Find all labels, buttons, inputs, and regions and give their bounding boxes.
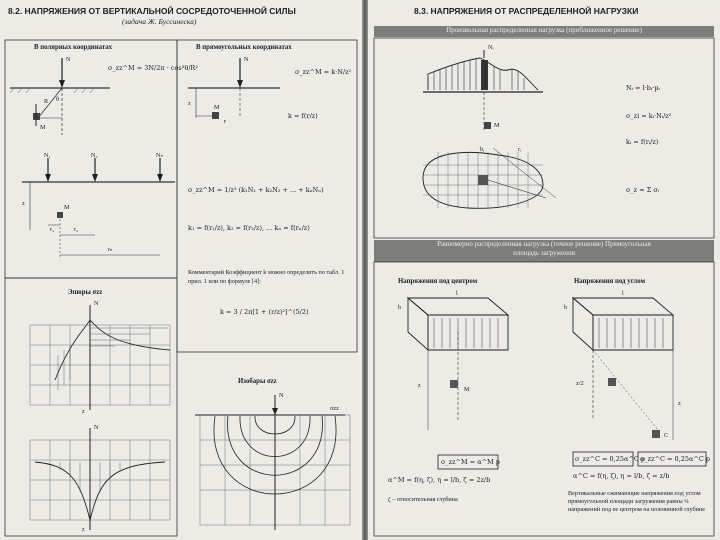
label-m-multi: M bbox=[64, 204, 70, 211]
label-n-epure: N bbox=[94, 300, 99, 307]
ki-formula: k₁ = f(r₁/z), k₂ = f(r₂/z), ... kₙ = f(rₙ/z) bbox=[188, 224, 310, 232]
formula-ni: Nᵢ = l·bᵢ·pᵢ bbox=[626, 84, 660, 92]
k-definition-formula: k = 3 / 2π[1 + (r/z)²]^(5/2) bbox=[220, 308, 309, 316]
band-arbitrary-load: Произвольная распределенная нагрузка (приближенное решение) bbox=[374, 26, 714, 37]
label-nn: Nₙ bbox=[156, 152, 163, 159]
label-z2-corner: z/2 bbox=[576, 380, 584, 387]
label-z-multi: z bbox=[22, 200, 25, 207]
epure-caption: Эпюры σzz bbox=[68, 289, 103, 296]
label-z-epure: z bbox=[82, 408, 85, 415]
label-n-epure2: N bbox=[94, 424, 99, 431]
label-sigma-isobar: σzz bbox=[330, 405, 339, 412]
label-m-polar: M bbox=[40, 124, 46, 131]
label-r-polar: R bbox=[44, 98, 49, 105]
right-page bbox=[368, 0, 720, 540]
label-ri: rᵢ bbox=[518, 146, 522, 153]
formula-center: σ_zz^M = α^M p bbox=[441, 458, 500, 466]
polar-formula: σ_zz^M = 3N/2π · cos³θ/R² bbox=[108, 64, 198, 72]
label-b-center: b bbox=[398, 304, 402, 311]
label-n1: N₁ bbox=[44, 152, 51, 159]
band-uniform-load: Равномерно распределенная нагрузка (точное решение) Прямоугольная площадь загружения bbox=[374, 240, 714, 262]
right-page-title: 8.3. НАПРЯЖЕНИЯ ОТ РАСПРЕДЕЛЕННОЙ НАГРУЗКИ bbox=[414, 6, 639, 16]
isobar-caption: Изобары σzz bbox=[238, 378, 277, 385]
label-ni: Nᵢ bbox=[488, 44, 494, 51]
label-z-center: z bbox=[418, 382, 421, 389]
left-page-title: 8.2. НАПРЯЖЕНИЯ ОТ ВЕРТИКАЛЬНОЙ СОСРЕДОТОЧЕННОЙ СИЛЫ bbox=[8, 6, 296, 16]
label-m-center: M bbox=[464, 386, 470, 393]
label-r1: r₁ bbox=[50, 226, 55, 233]
label-c-corner: C bbox=[664, 432, 669, 439]
center-caption: Напряжения под центром bbox=[398, 278, 478, 285]
rect-caption: В прямоугольных координатах bbox=[196, 44, 292, 51]
label-l-corner: l bbox=[622, 290, 624, 297]
label-bi: bᵢ bbox=[480, 146, 485, 153]
label-r2: r₂ bbox=[74, 226, 79, 233]
label-r-rect: r bbox=[224, 118, 227, 125]
formula-sum-right: σ_z = Σ σᵢ bbox=[626, 186, 660, 194]
formula-corner-1: σ_zz^C = 0,25α^C p bbox=[575, 455, 646, 463]
label-z-rect: z bbox=[188, 100, 191, 107]
relative-depth-note: ζ – относительная глубина bbox=[388, 496, 458, 503]
k-formula: k = f(r/z) bbox=[288, 112, 318, 120]
label-l-center: l bbox=[456, 290, 458, 297]
formula-ki-right: kᵢ = f(rᵢ/z) bbox=[626, 138, 659, 146]
formula-sigma-i: σ_zi = kᵢ·Nᵢ/z² bbox=[626, 112, 672, 120]
label-m-right: M bbox=[494, 122, 500, 129]
polar-caption: В полярных координатах bbox=[34, 44, 113, 51]
label-theta: θ bbox=[56, 96, 59, 103]
formula-corner-3: α^C = f(η, ζ), η = l/b, ζ = z/b bbox=[573, 472, 670, 480]
corner-caption: Напряжения под углом bbox=[574, 278, 646, 285]
comment-text: Комментарий Коэффициент k можно определить по табл. 1 прил. 1 или по формуле [4]: bbox=[188, 269, 345, 285]
label-b-corner: b bbox=[564, 304, 568, 311]
sum-formula: σ_zz^M = 1/z² (k₁N₁ + k₂N₂ + ... + kₙNₙ) bbox=[188, 186, 324, 194]
left-page-subtitle: (задача Ж. Буссинеска) bbox=[122, 17, 197, 26]
label-n-isobar: N bbox=[279, 392, 284, 399]
label-z-epure2: z bbox=[82, 526, 85, 533]
formula-corner-2: σ_zz^C = 0,25α^C p bbox=[640, 455, 711, 463]
rect-formula: σ_zz^M = k·N/z² bbox=[295, 68, 352, 76]
corner-note: Вертикальные сжимающие напряжения под углом прямоугольной площади загружения равны ¼ напряжений под ее центром на половинной глубине bbox=[568, 490, 706, 513]
label-rn: rₙ bbox=[108, 246, 113, 253]
label-n-rect: N bbox=[244, 56, 249, 63]
label-z-corner: z bbox=[678, 400, 681, 407]
formula-alpha: α^M = f(η, ζ), η = l/b, ζ = 2z/b bbox=[388, 476, 491, 484]
label-n2: N₂ bbox=[91, 152, 98, 159]
label-n-polar: N bbox=[66, 56, 71, 63]
label-m-rect: M bbox=[214, 104, 220, 111]
